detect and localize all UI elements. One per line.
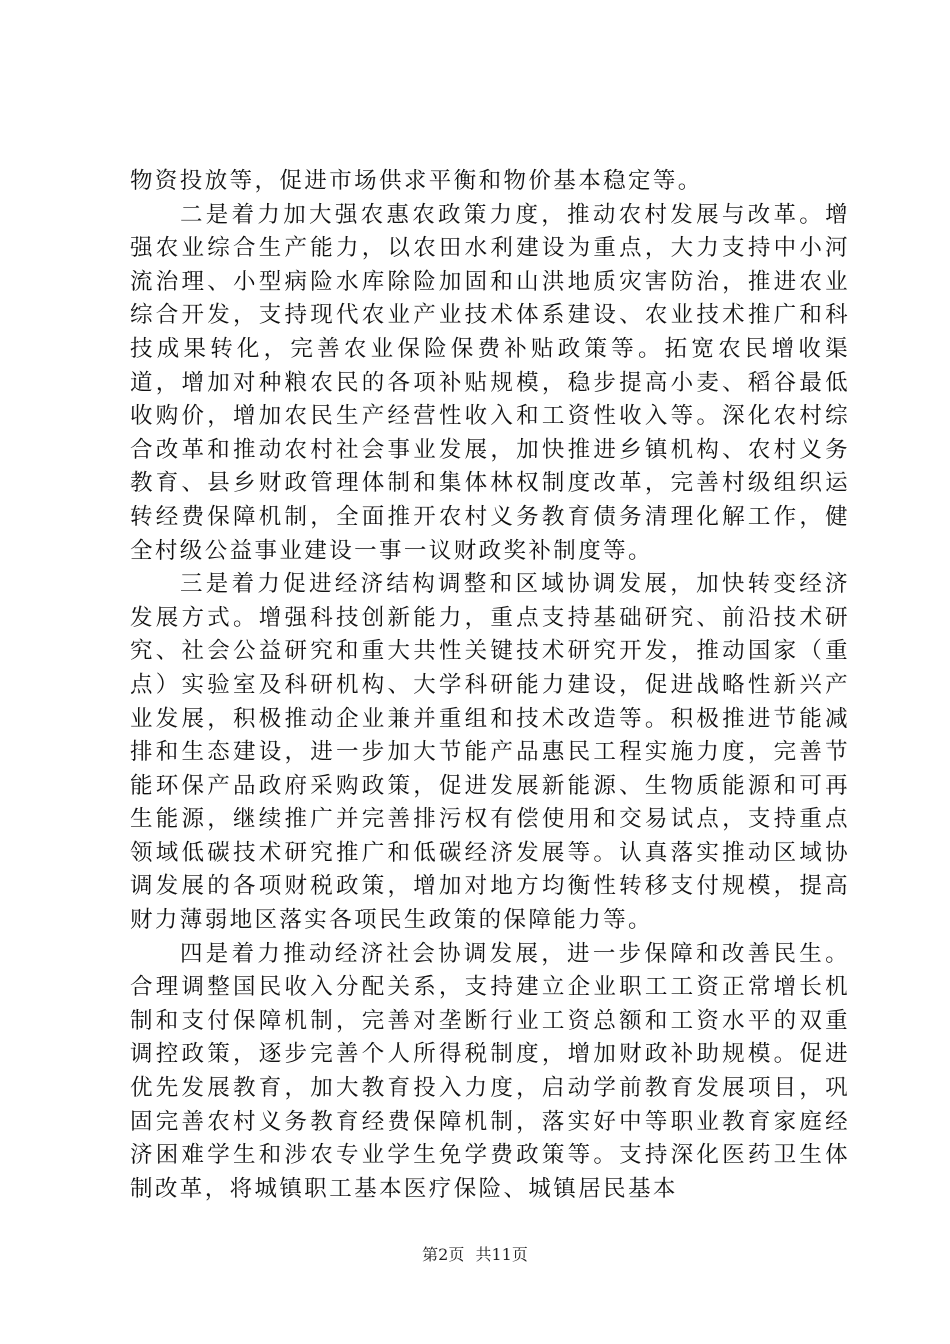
paragraph-2: 二是着力加大强农惠农政策力度，推动农村发展与改革。增强农业综合生产能力，以农田水利建设为重点，大力支持中小河流治理、小型病险水库除险加固和山洪地质灾害防治，推进农业综合开发，支持现代农业产业技术体系建设、农业技术推广和科技成果转化，完善农业保险保费补贴政策等。拓宽农民增收渠道，增加对种粮农民的各项补贴规模，稳步提高小麦、稻谷最低收购价，增加农民生产经营性收入和工资性收入等。深化农村综合改革和推动农村社会事业发展，加快推进乡镇机构、农村义务教育、县乡财政管理体制和集体林权制度改革，完善村级组织运转经费保障机制，全面推开农村义务教育债务清理化解工作，健全村级公益事业建设一事一议财政奖补制度等。 xyxy=(130,201,850,564)
document-body xyxy=(130,165,850,1206)
paragraph-3: 三是着力促进经济结构调整和区域协调发展，加快转变经济发展方式。增强科技创新能力，重点支持基础研究、前沿技术研究、社会公益研究和重大共性关键技术研究开发，推动国家（重点）实验室及科研机构、大学科研能力建设，促进战略性新兴产业发展，积极推动企业兼并重组和技术改造等。积极推进节能减排和生态建设，进一步加大节能产品惠民工程实施力度，完善节能环保产品政府采购政策，促进发展新能源、生物质能源和可再生能源，继续推广并完善排污权有偿使用和交易试点，支持重点领域低碳技术研究推广和低碳经济发展等。认真落实推动区域协调发展的各项财税政策，增加对地方均衡性转移支付规模，提高财力薄弱地区落实各项民生政策的保障能力等。 xyxy=(130,571,850,934)
page-number: 第2页 xyxy=(422,1245,465,1264)
paragraph-1: 物资投放等，促进市场供求平衡和物价基本稳定等。 xyxy=(130,168,703,194)
page-footer xyxy=(0,1244,950,1266)
page-total: 共11页 xyxy=(475,1245,528,1264)
paragraph-4: 四是着力推动经济社会协调发展，进一步保障和改善民生。合理调整国民收入分配关系，支持建立企业职工工资正常增长机制和支付保障机制，完善对垄断行业工资总额和工资水平的双重调控政策，逐步完善个人所得税制度，增加财政补助规模。促进优先发展教育，加大教育投入力度，启动学前教育发展项目，巩固完善农村义务教育经费保障机制，落实好中等职业教育家庭经济困难学生和涉农专业学生免学费政策等。支持深化医药卫生体制改革，将城镇职工基本医疗保险、城镇居民基本 xyxy=(130,940,850,1202)
